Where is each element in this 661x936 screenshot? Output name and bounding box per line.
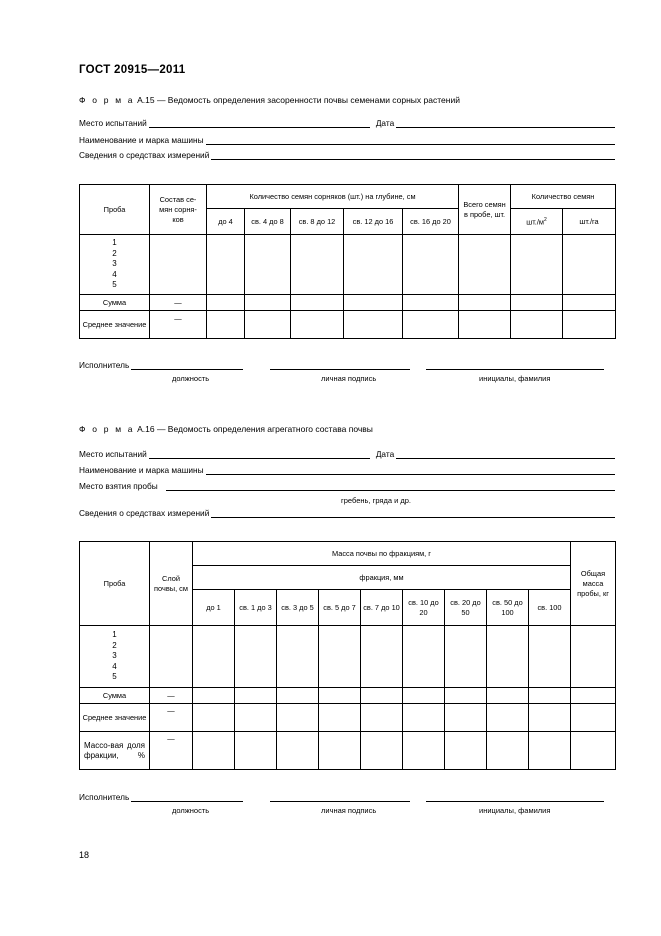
signature-field[interactable]: [270, 793, 410, 802]
row-avg-label: Среднее значение: [80, 311, 150, 339]
executor-label: Исполнитель: [79, 360, 130, 370]
table-row: [80, 688, 616, 704]
form-a15-signature-line: [79, 358, 615, 370]
col-depth-3: св. 8 до 12: [291, 209, 344, 235]
test-place-field[interactable]: [149, 450, 370, 459]
test-place-field[interactable]: [149, 119, 370, 128]
table-row: [80, 295, 616, 311]
table-row: [80, 235, 616, 295]
col-fraction-9: св. 100: [529, 590, 571, 626]
unit-m2-label: шт./м: [526, 217, 544, 227]
col-total-seeds: Всего семян в пробе, шт.: [459, 185, 511, 235]
caption-position: должность: [172, 374, 210, 383]
col-fraction-2: св. 1 до 3: [235, 590, 277, 626]
col-fraction-5: св. 7 до 10: [361, 590, 403, 626]
measuring-field[interactable]: [211, 509, 615, 518]
form-a16-sample-place-line: [79, 480, 615, 491]
date-label: Дата: [375, 449, 395, 459]
form-a15-machine-line: [79, 134, 615, 145]
table-row: [80, 704, 616, 732]
dash-cell: —: [150, 704, 193, 732]
col-layer: Слой почвы, см: [150, 542, 193, 626]
col-probe: Проба: [80, 542, 150, 626]
col-probe: Проба: [80, 185, 150, 235]
col-depth-5: св. 16 до 20: [403, 209, 459, 235]
form-a15-title-text: А.15 — Ведомость определения засоренности почвы семенами сорных растений: [134, 95, 460, 105]
sample-numbers: 1 2 3 4 5: [112, 630, 117, 682]
form-a16-place-date-line: [79, 448, 615, 459]
row-fraction-share-label: Массо-вая доля фракции, %: [84, 740, 145, 760]
aggregate-composition-table: [79, 541, 616, 770]
caption-initials: инициалы, фамилия: [479, 806, 551, 815]
col-seed-depth-group: Количество семян сорняков (шт.) на глубине, см: [207, 185, 459, 209]
signature-field[interactable]: [270, 361, 410, 370]
dash-cell: —: [150, 311, 207, 339]
sample-place-field[interactable]: [166, 482, 615, 491]
caption-initials: инициалы, фамилия: [479, 374, 551, 383]
col-depth-2: св. 4 до 8: [245, 209, 291, 235]
measuring-field[interactable]: [211, 151, 615, 160]
col-fraction-8: св. 50 до 100: [487, 590, 529, 626]
measuring-label: Сведения о средствах измерений: [79, 150, 210, 160]
dash-cell: —: [150, 732, 193, 770]
form-a16-title: [79, 424, 373, 434]
row-sum-label: Сумма: [80, 295, 150, 311]
position-field[interactable]: [131, 793, 243, 802]
caption-position: должность: [172, 806, 210, 815]
col-per-ha: шт./га: [563, 209, 616, 235]
table-row: [80, 732, 616, 770]
form-a16-title-text: А.16 — Ведомость определения агрегатного состава почвы: [134, 424, 373, 434]
col-fraction-6: св. 10 до 20: [403, 590, 445, 626]
page-number: 18: [79, 850, 90, 860]
form-a15-measuring-line: [79, 149, 615, 160]
machine-field[interactable]: [206, 136, 615, 145]
table-row: [80, 311, 616, 339]
date-field[interactable]: [396, 119, 615, 128]
row-sum-label: Сумма: [80, 688, 150, 704]
test-place-label: Место испытаний: [79, 118, 147, 128]
col-per-m2: [511, 209, 563, 235]
table-row: [80, 626, 616, 688]
col-weed-composition: Состав се-мян сорня-ков: [150, 185, 207, 235]
form-a16-measuring-line: [79, 507, 615, 518]
form-a16-prefix: Ф о р м а: [79, 424, 135, 434]
initials-field[interactable]: [426, 793, 604, 802]
initials-field[interactable]: [426, 361, 604, 370]
machine-field[interactable]: [206, 466, 615, 475]
sample-place-hint: гребень, гряда и др.: [341, 496, 412, 505]
date-field[interactable]: [396, 450, 615, 459]
col-fraction-group: фракция, мм: [193, 566, 571, 590]
caption-personal-sign: личная подпись: [321, 806, 377, 815]
col-total-mass: Общая масса пробы, кг: [571, 542, 616, 626]
position-field[interactable]: [131, 361, 243, 370]
col-seed-count-group: Количество семян: [511, 185, 616, 209]
col-fraction-3: св. 3 до 5: [277, 590, 319, 626]
form-a15-title: [79, 95, 460, 105]
executor-label: Исполнитель: [79, 792, 130, 802]
sample-numbers: 1 2 3 4 5: [112, 238, 117, 290]
sample-place-label: Место взятия пробы: [79, 481, 158, 491]
form-a15-place-date-line: [79, 117, 615, 128]
weed-seed-table: [79, 184, 616, 339]
row-avg-label: Среднее значение: [80, 704, 150, 732]
unit-m2-sup: 2: [543, 217, 547, 224]
form-a15-prefix: Ф о р м а: [79, 95, 135, 105]
col-fraction-7: св. 20 до 50: [445, 590, 487, 626]
document-code: ГОСТ 20915—2011: [79, 64, 186, 76]
machine-label: Наименование и марка машины: [79, 135, 204, 145]
form-a16-machine-line: [79, 464, 615, 475]
col-fraction-1: до 1: [193, 590, 235, 626]
col-mass-group: Масса почвы по фракциям, г: [193, 542, 571, 566]
test-place-label: Место испытаний: [79, 449, 147, 459]
dash-cell: —: [150, 295, 207, 311]
machine-label: Наименование и марка машины: [79, 465, 204, 475]
dash-cell: —: [150, 688, 193, 704]
col-depth-4: св. 12 до 16: [344, 209, 403, 235]
measuring-label: Сведения о средствах измерений: [79, 508, 210, 518]
col-fraction-4: св. 5 до 7: [319, 590, 361, 626]
form-a16-signature-line: [79, 790, 615, 802]
col-depth-1: до 4: [207, 209, 245, 235]
date-label: Дата: [375, 118, 395, 128]
caption-personal-sign: личная подпись: [321, 374, 377, 383]
